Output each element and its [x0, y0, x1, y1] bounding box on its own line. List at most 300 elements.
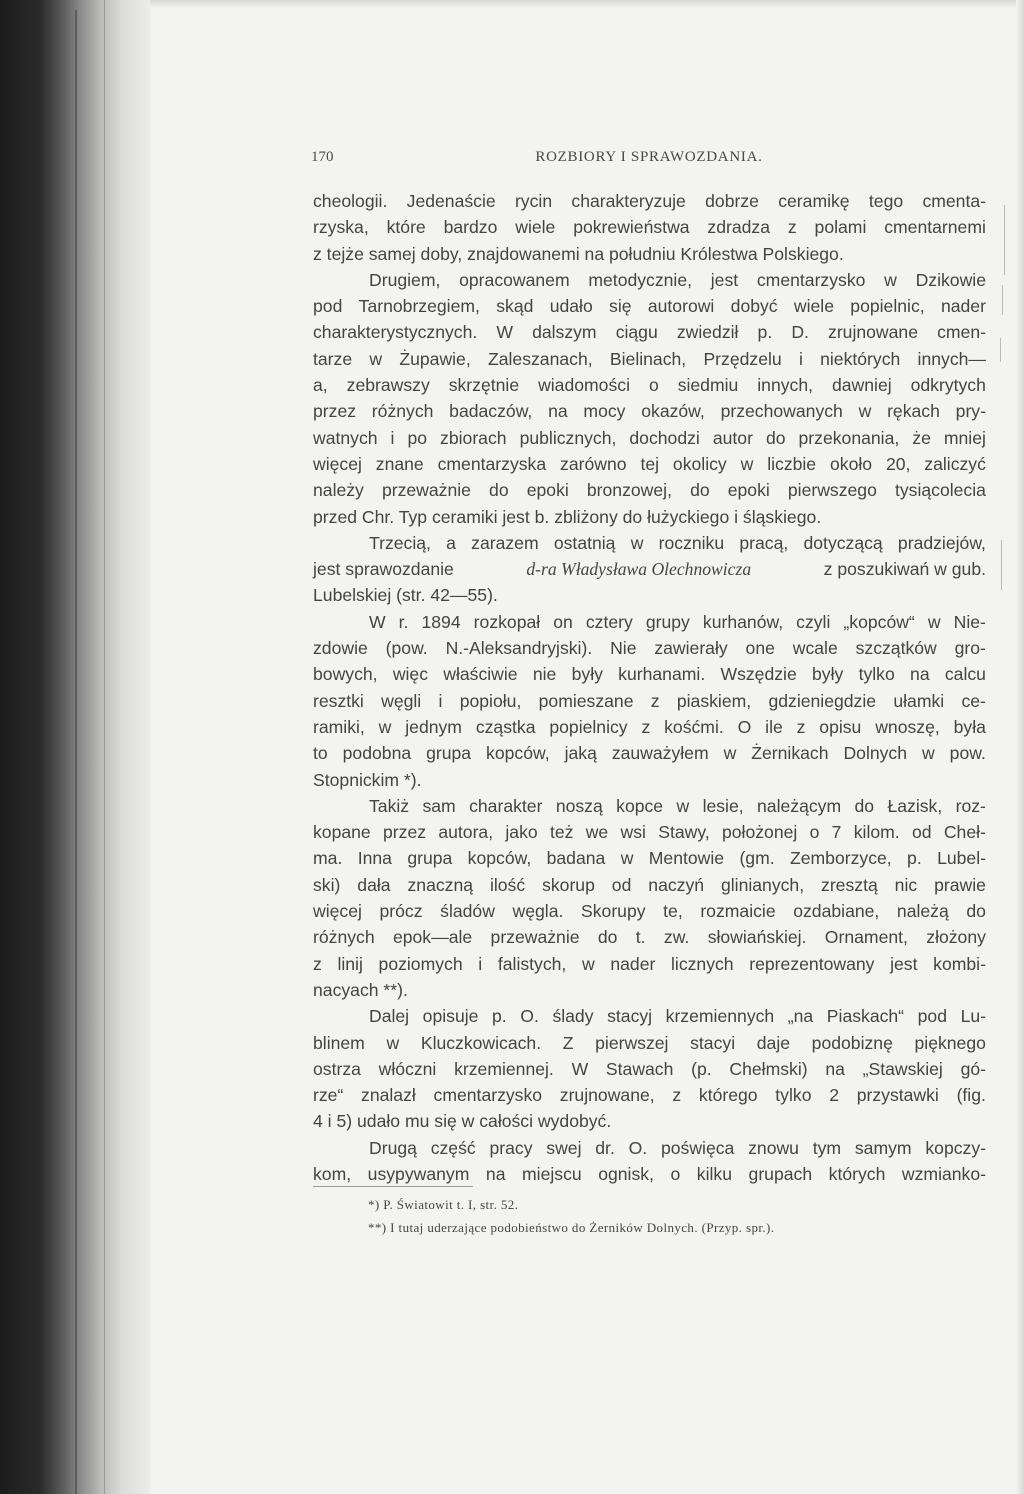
text-line — [313, 398, 986, 424]
word: na — [485, 1163, 506, 1184]
word: więc — [392, 664, 429, 685]
word: (p. — [691, 1058, 712, 1079]
word: z — [787, 217, 797, 238]
text-line — [313, 898, 986, 924]
text-line — [313, 530, 986, 556]
text-line — [313, 793, 986, 819]
text-line — [313, 372, 986, 398]
text-line: Stopnickim *). — [313, 769, 422, 790]
word: „kopców“ — [843, 611, 915, 632]
text-line — [313, 1161, 986, 1187]
word: Nie- — [953, 611, 986, 632]
word: 2 — [829, 1085, 839, 1106]
word: polami — [814, 217, 867, 238]
word: śladów — [440, 901, 495, 922]
word: w — [740, 453, 754, 474]
word: ilość — [489, 874, 526, 895]
word: dawniej — [831, 375, 892, 396]
word: przeważnie — [381, 480, 471, 501]
word: swej — [546, 1137, 582, 1158]
word: 20, — [885, 453, 911, 474]
word: Żupawie, — [399, 348, 471, 369]
word: pomieszane — [538, 690, 634, 711]
word: cmenta- — [922, 191, 986, 211]
word: dr. — [595, 1137, 615, 1158]
word: on — [553, 611, 573, 632]
word: badaczów, — [449, 401, 533, 422]
word: metodycznie, — [588, 269, 693, 290]
word: cmen- — [937, 322, 986, 343]
word: D. — [791, 322, 809, 343]
text-line: 4 i 5) udało mu się w całości wydobyć. — [313, 1111, 612, 1132]
text-run: jest sprawozdanie — [313, 559, 454, 580]
word: przez — [313, 401, 357, 422]
word: stacyj — [607, 1006, 653, 1027]
scan-artifact-mark — [1004, 205, 1005, 275]
word: linij — [337, 953, 363, 974]
word: czyli — [796, 611, 831, 632]
word: O. — [520, 1006, 539, 1027]
word: ile — [765, 716, 783, 737]
word: samym — [854, 1137, 912, 1158]
word: pod — [313, 296, 343, 317]
word: Stawy, — [658, 822, 710, 843]
text-line-mixed — [313, 556, 986, 582]
word: około — [829, 453, 873, 474]
word: tej — [640, 453, 660, 474]
word: a, — [313, 375, 328, 396]
word: siedmiu — [677, 375, 739, 396]
word: grupy — [645, 611, 690, 632]
word: o — [670, 1163, 681, 1184]
word: Mentowie — [648, 848, 725, 869]
text-line — [313, 1003, 986, 1029]
word: resztki — [313, 690, 364, 711]
word: jaką — [564, 743, 597, 764]
text-line — [313, 1030, 986, 1056]
word: po — [407, 427, 428, 448]
word: do — [597, 927, 618, 948]
scan-artifact-mark — [1002, 285, 1003, 315]
word: szczątków — [855, 638, 937, 659]
word: rze“ — [313, 1085, 344, 1106]
word: sam — [422, 795, 456, 816]
word: nic — [894, 874, 918, 895]
word: Takiż — [369, 795, 410, 816]
word: ostrza — [313, 1058, 361, 1079]
word: z — [641, 716, 651, 737]
word: grupach — [748, 1163, 813, 1184]
scan-artifact-mark — [1001, 540, 1002, 590]
word: położonej — [721, 822, 798, 843]
text-line — [313, 661, 986, 687]
word: reprezentowany — [749, 953, 875, 974]
word: należącym — [757, 795, 842, 816]
word: wiele — [515, 217, 556, 238]
word: były — [571, 664, 603, 685]
word: Drugą — [369, 1137, 417, 1158]
word: kombi- — [933, 953, 986, 974]
word: nader — [610, 953, 656, 974]
word: innych, — [757, 375, 814, 396]
word: w — [927, 611, 941, 632]
page-right-shadow — [1016, 0, 1024, 1494]
word: na — [548, 401, 568, 422]
word: do — [966, 901, 986, 922]
word: 1894 — [421, 611, 461, 632]
word: słowiańskiej. — [707, 927, 807, 948]
word: grupa — [407, 848, 453, 869]
word: grupa — [426, 743, 472, 764]
book-binding-shadow — [0, 0, 150, 1494]
word: Drugiem, — [369, 269, 441, 290]
word: badana — [546, 848, 606, 869]
word: przez — [383, 822, 427, 843]
word: 7 — [831, 822, 842, 843]
footnote: *) P. Światowit t. I, str. 52. — [368, 1197, 519, 1212]
running-header — [311, 149, 987, 169]
word: Łazisk, — [887, 795, 943, 816]
word: epoki — [727, 480, 770, 501]
word: ułamki — [893, 690, 945, 711]
word: te, — [663, 901, 683, 922]
text-line — [313, 425, 986, 451]
word: którego — [698, 1085, 758, 1106]
text-line — [313, 740, 986, 766]
word: skorup — [542, 874, 595, 895]
word: rozmaicie — [700, 901, 776, 922]
word: dochodzi — [629, 427, 700, 448]
word: Kluczkowicach. — [420, 1032, 542, 1053]
word: udało — [549, 296, 593, 317]
word: do — [489, 480, 509, 501]
word: zauważyłem — [611, 743, 709, 764]
word: znowu — [748, 1137, 799, 1158]
text-line — [313, 1056, 986, 1082]
word: pracy — [489, 1137, 533, 1158]
word: mocy — [583, 401, 626, 422]
word: autorowi — [647, 296, 715, 317]
word: W — [571, 1058, 589, 1079]
word: jako — [505, 822, 538, 843]
word: rycin — [514, 191, 553, 211]
word: poziomych — [378, 953, 463, 974]
text-line — [313, 924, 986, 950]
scan-artifact-mark — [1000, 338, 1001, 362]
word: Ornament, — [824, 927, 908, 948]
text-line — [313, 819, 986, 845]
word: zebrawszy — [346, 375, 430, 396]
word: piaskiem, — [676, 690, 752, 711]
word: cmentarzysko — [433, 1085, 543, 1106]
word: zarazem — [471, 532, 539, 553]
word: rzyska, — [313, 217, 369, 238]
word: Chełmski) — [729, 1058, 808, 1079]
word: wiadomości — [538, 375, 630, 396]
word: pod — [917, 1006, 947, 1027]
text-line — [313, 346, 986, 372]
word: krzemiennej. — [454, 1058, 554, 1079]
word: innych— — [917, 348, 986, 369]
text-line — [313, 872, 986, 898]
word: jest — [890, 953, 918, 974]
word: zarówno — [560, 453, 627, 474]
word: do — [690, 480, 710, 501]
word: kilom. — [853, 822, 900, 843]
word: Zaleszanach, — [487, 348, 593, 369]
word: kopce — [616, 795, 664, 816]
text-line: nacyach **). — [313, 979, 408, 1000]
word: jednym — [405, 716, 462, 737]
word: to — [313, 743, 328, 764]
text-line — [313, 293, 986, 319]
word: i — [438, 690, 443, 711]
word: bardzo — [443, 217, 498, 238]
word: ciągu — [615, 322, 658, 343]
word: zw. — [663, 927, 690, 948]
word: z — [313, 953, 322, 974]
word: i — [478, 953, 483, 974]
word: do — [765, 427, 786, 448]
word: tylko — [775, 1085, 812, 1106]
word: węgla. — [512, 901, 564, 922]
word: tylko — [858, 664, 895, 685]
word: Piaskach“ — [826, 1006, 905, 1027]
word: Lubel- — [937, 848, 986, 869]
word: wzmianko- — [901, 1163, 986, 1184]
word: zaliczyć — [924, 453, 986, 474]
word: tego — [868, 191, 904, 211]
word: podobiznę — [811, 1032, 893, 1053]
word: były — [812, 664, 844, 685]
text-run: z poszukiwań w gub. — [823, 559, 986, 580]
word: O — [737, 716, 752, 737]
word: od — [911, 822, 932, 843]
word: kopców, — [486, 743, 550, 764]
word: p. — [907, 848, 922, 869]
word: na — [825, 1058, 845, 1079]
word: roz- — [955, 795, 986, 816]
word: publicznych, — [519, 427, 617, 448]
word: tym — [812, 1137, 842, 1158]
word: falistych, — [497, 953, 567, 974]
word: Jedenaście — [406, 191, 496, 211]
word: epok—ale — [392, 927, 473, 948]
word: popielnicy — [549, 716, 628, 737]
word: „na — [787, 1006, 814, 1027]
word: Zemborzyce, — [789, 848, 892, 869]
author-name-italic: d-ra Władysława Olechnowicza — [526, 559, 752, 580]
word: cheologii. — [313, 191, 388, 211]
word: Inna — [357, 848, 392, 869]
word: r. — [398, 611, 409, 632]
text-line: Lubelskiej (str. 42—55). — [313, 585, 498, 606]
word: kurhanami. — [618, 664, 706, 685]
word: w — [581, 953, 595, 974]
word: p. — [492, 1006, 507, 1027]
word: gro- — [954, 638, 986, 659]
word: Dolnych — [843, 743, 908, 764]
word: prócz — [379, 901, 423, 922]
word: (gm. — [739, 848, 775, 869]
word: dała — [357, 874, 391, 895]
word: których — [828, 1163, 886, 1184]
word: bronzowej, — [586, 480, 672, 501]
word: miejscu — [522, 1163, 582, 1184]
word: daje — [756, 1032, 791, 1053]
word: zawierały — [654, 638, 728, 659]
word: do — [854, 795, 875, 816]
binding-line — [75, 10, 77, 1494]
word: Tarnobrzegiem, — [358, 296, 480, 317]
word: nie — [532, 664, 557, 685]
word: dobyć — [730, 296, 778, 317]
word: właściwie — [443, 664, 518, 685]
word: cząstka — [475, 716, 536, 737]
text-line — [313, 451, 986, 477]
word: calcu — [944, 664, 986, 685]
word: gdzieniegdzie — [768, 690, 877, 711]
word: prawie — [934, 874, 986, 895]
word: zrujnowane — [828, 322, 918, 343]
word: Lu- — [960, 1006, 986, 1027]
page-number: 170 — [311, 149, 334, 165]
word: skąd — [496, 296, 534, 317]
word: kopców, — [467, 848, 532, 869]
word: one — [745, 638, 775, 659]
word: bowych, — [313, 664, 378, 685]
word: przeważnie — [490, 927, 580, 948]
word: dobrze — [705, 191, 759, 211]
word: charakteryzuje — [571, 191, 686, 211]
text-line — [313, 609, 986, 635]
text-line — [313, 951, 986, 977]
word: tysiącolecia — [894, 480, 986, 501]
word: ramiki, — [313, 716, 365, 737]
word: epoki — [526, 480, 569, 501]
word: ma. — [313, 848, 343, 869]
word: włóczni — [378, 1058, 437, 1079]
word: pokrewieństwa — [573, 217, 690, 238]
word: znaczną — [407, 874, 474, 895]
word: pierwszej — [595, 1032, 669, 1053]
word: nader — [940, 296, 986, 317]
word: cmentarnemi — [884, 217, 986, 238]
word: charakter — [469, 795, 543, 816]
word: krzemiennych — [665, 1006, 775, 1027]
word: kopczy- — [925, 1137, 986, 1158]
word: zwiedził — [676, 322, 739, 343]
running-title: ROZBIORY I SPRAWOZDANIA. — [535, 149, 763, 165]
word: różnych — [371, 401, 434, 422]
word: autor — [712, 427, 753, 448]
word: cztery — [585, 611, 633, 632]
word: z — [672, 1085, 682, 1106]
word: ceramikę — [778, 191, 850, 211]
word: charakterystycznych. — [313, 322, 478, 343]
word: pow. — [949, 743, 986, 764]
word: kopane — [313, 822, 371, 843]
word: okazów, — [641, 401, 705, 422]
word: przekonania, — [798, 427, 900, 448]
word: (fig. — [956, 1085, 986, 1106]
word: wsi — [620, 822, 646, 843]
word: w — [884, 269, 897, 290]
word: p. — [757, 322, 773, 343]
word: a — [446, 532, 456, 553]
text-line — [313, 1082, 986, 1108]
word: wnoszę, — [875, 716, 940, 737]
word: przystawki — [856, 1085, 939, 1106]
word: Dzikowie — [915, 269, 986, 290]
word: Wszędzie — [720, 664, 797, 685]
word: opisuje — [422, 1006, 479, 1027]
word: wcale — [792, 638, 838, 659]
word: się — [609, 296, 632, 317]
word: w — [676, 795, 690, 816]
word: różnych — [313, 927, 375, 948]
word: okolicy — [672, 453, 727, 474]
word: i — [798, 348, 803, 369]
word: „Stawskiej — [862, 1058, 943, 1079]
word: dotyczącą — [803, 532, 883, 553]
word: znane — [375, 453, 424, 474]
word: które — [386, 217, 426, 238]
text-line — [313, 688, 986, 714]
word: cmentarzyska — [437, 453, 547, 474]
word: stacyi — [690, 1032, 736, 1053]
word: kom, — [313, 1163, 352, 1184]
word: we — [585, 822, 609, 843]
word: Skorupy — [581, 901, 646, 922]
word: noszą — [555, 795, 603, 816]
word: poświęca — [660, 1137, 735, 1158]
word: cmentarzysko — [756, 269, 866, 290]
text-line — [313, 477, 986, 503]
word: należy — [313, 480, 364, 501]
word: Przędzelu — [703, 348, 782, 369]
word: znalazł — [361, 1085, 416, 1106]
word: liczbie — [767, 453, 817, 474]
word: należą — [896, 901, 949, 922]
word: zrujnowane, — [559, 1085, 655, 1106]
word: w — [386, 1032, 400, 1053]
word: Bielinach, — [609, 348, 687, 369]
word: glinianych, — [720, 874, 805, 895]
word: węgli — [381, 690, 422, 711]
text-line: przed Chr. Typ ceramiki jest b. zbliżony do łużyckiego i śląskiego. — [313, 506, 822, 527]
word: o — [809, 822, 820, 843]
binding-line — [104, 0, 105, 1494]
text-line — [313, 714, 986, 740]
word: roczniku — [658, 532, 725, 553]
word: licznych — [671, 953, 734, 974]
word: t. — [635, 927, 646, 948]
word: dalszym — [532, 322, 597, 343]
word: popielnic, — [850, 296, 925, 317]
body-text — [313, 188, 986, 1187]
word: ognisk, — [598, 1163, 654, 1184]
word: W — [369, 611, 386, 632]
word: jest — [710, 269, 739, 290]
word: w — [921, 743, 935, 764]
page-top-shadow — [0, 0, 1024, 8]
word: (pow. — [385, 638, 428, 659]
word: zbiorach — [440, 427, 507, 448]
word: watnych — [313, 427, 378, 448]
word: pry- — [955, 401, 986, 422]
word: mniej — [943, 427, 986, 448]
